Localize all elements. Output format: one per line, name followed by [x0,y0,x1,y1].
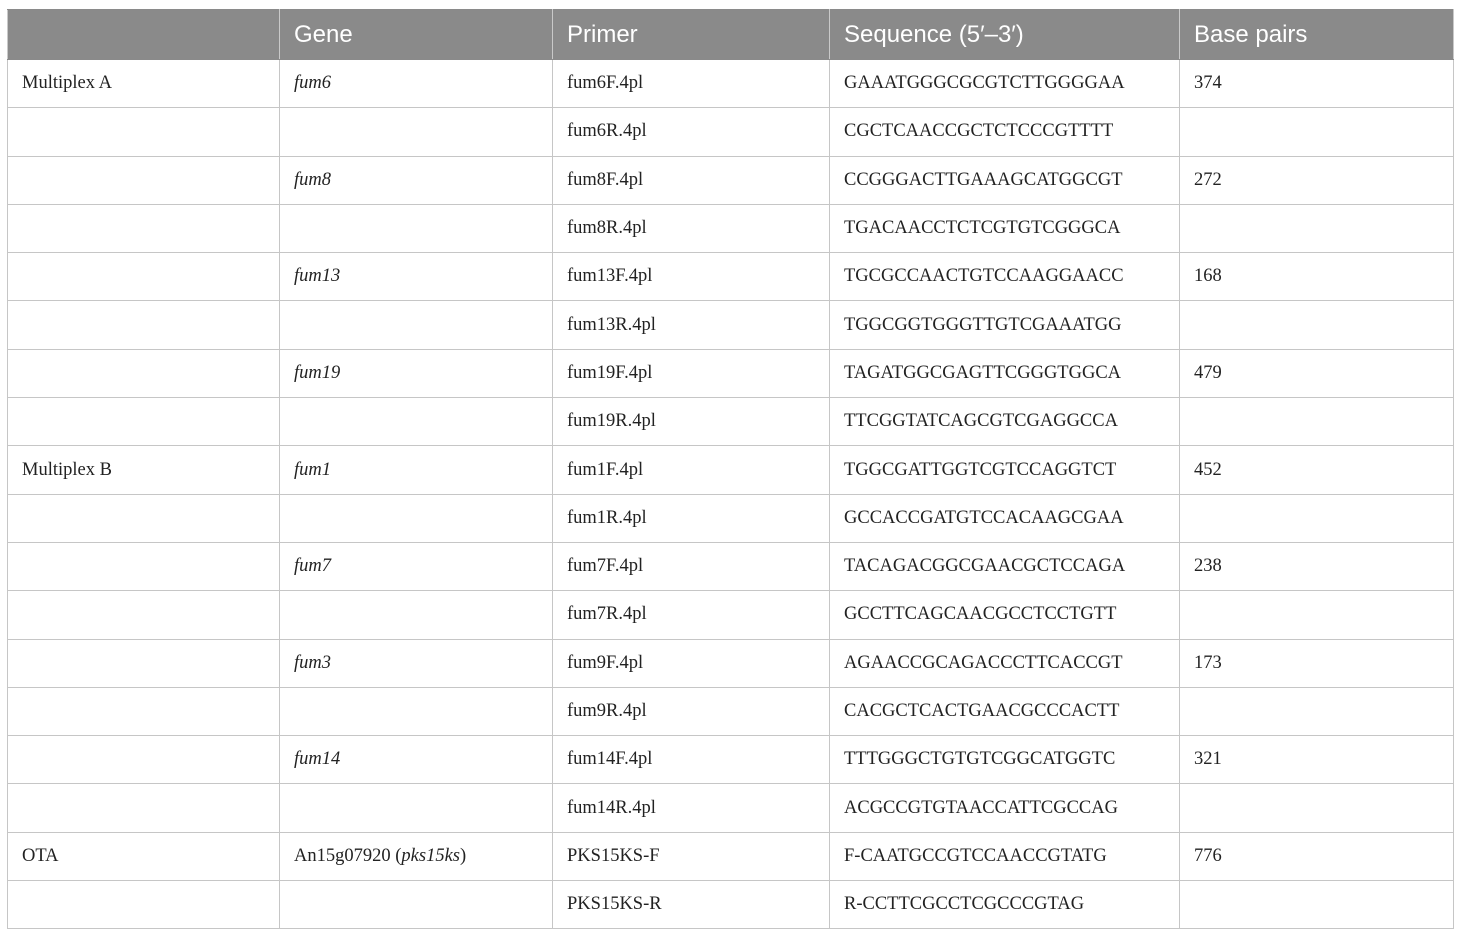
cell-group [8,591,280,639]
cell-primer: fum7R.4pl [553,591,830,639]
table-row [8,60,1454,108]
cell-gene: fum14 [280,736,553,784]
cell-group [8,253,280,301]
header-sequence: Sequence (5′–3′) [830,10,1180,60]
cell-base-pairs [1180,398,1454,446]
cell-sequence: TGCGCCAACTGTCCAAGGAACC [830,253,1180,301]
cell-sequence: F-CAATGCCGTCCAACCGTATG [830,832,1180,880]
table-row [8,446,1454,494]
cell-group [8,156,280,204]
cell-base-pairs: 479 [1180,349,1454,397]
cell-sequence: TACAGACGGCGAACGCTCCAGA [830,542,1180,590]
table-row [8,784,1454,832]
cell-primer: fum9F.4pl [553,639,830,687]
cell-sequence: TGACAACCTCTCGTGTCGGGCA [830,204,1180,252]
cell-sequence: GAAATGGGCGCGTCTTGGGGAA [830,60,1180,108]
cell-base-pairs [1180,784,1454,832]
cell-gene: fum13 [280,253,553,301]
cell-primer: fum9R.4pl [553,687,830,735]
cell-base-pairs [1180,494,1454,542]
header-group [8,10,280,60]
cell-base-pairs [1180,881,1454,929]
cell-primer: fum19R.4pl [553,398,830,446]
cell-base-pairs: 321 [1180,736,1454,784]
table-row [8,108,1454,156]
cell-sequence: TTCGGTATCAGCGTCGAGGCCA [830,398,1180,446]
cell-primer: PKS15KS-R [553,881,830,929]
cell-base-pairs: 168 [1180,253,1454,301]
cell-gene [280,398,553,446]
cell-sequence: R-CCTTCGCCTCGCCCGTAG [830,881,1180,929]
cell-gene [280,881,553,929]
cell-group [8,398,280,446]
cell-sequence: TTTGGGCTGTGTCGGCATGGTC [830,736,1180,784]
table-row [8,494,1454,542]
table-row [8,542,1454,590]
cell-group [8,108,280,156]
table-row [8,349,1454,397]
cell-group [8,301,280,349]
cell-sequence: AGAACCGCAGACCCTTCACCGT [830,639,1180,687]
cell-group [8,639,280,687]
gene-close-paren: ) [459,845,467,866]
cell-sequence: CCGGGACTTGAAAGCATGGCGT [830,156,1180,204]
cell-gene [280,494,553,542]
cell-gene: fum6 [280,60,553,108]
cell-sequence: ACGCCGTGTAACCATTCGCCAG [830,784,1180,832]
cell-group [8,204,280,252]
gene-name-italic: pks15ks [401,845,460,866]
table-row [8,639,1454,687]
cell-primer: fum6F.4pl [553,60,830,108]
table-row [8,253,1454,301]
cell-gene: fum19 [280,349,553,397]
cell-gene [280,784,553,832]
cell-group [8,349,280,397]
cell-group [8,784,280,832]
cell-sequence: GCCACCGATGTCCACAAGCGAA [830,494,1180,542]
table-body [8,60,1454,929]
table-row [8,204,1454,252]
cell-primer: fum7F.4pl [553,542,830,590]
table-row [8,736,1454,784]
cell-primer: fum14F.4pl [553,736,830,784]
header-primer: Primer [553,10,830,60]
cell-group [8,687,280,735]
cell-group [8,494,280,542]
cell-group [8,881,280,929]
cell-gene: fum7 [280,542,553,590]
cell-gene [280,108,553,156]
cell-group: Multiplex A [8,60,280,108]
cell-primer: fum13R.4pl [553,301,830,349]
table-row [8,156,1454,204]
cell-gene [280,591,553,639]
cell-sequence: TGGCGGTGGGTTGTCGAAATGG [830,301,1180,349]
cell-sequence: CACGCTCACTGAACGCCCACTT [830,687,1180,735]
table-row [8,398,1454,446]
cell-primer: fum8R.4pl [553,204,830,252]
cell-base-pairs [1180,108,1454,156]
cell-sequence: GCCTTCAGCAACGCCTCCTGTT [830,591,1180,639]
cell-base-pairs: 452 [1180,446,1454,494]
cell-base-pairs: 272 [1180,156,1454,204]
primer-table-container [7,9,1453,929]
cell-primer: fum6R.4pl [553,108,830,156]
gene-id-text: An15g07920 ( [294,845,402,866]
cell-base-pairs [1180,204,1454,252]
cell-base-pairs [1180,301,1454,349]
cell-base-pairs: 173 [1180,639,1454,687]
cell-gene: fum1 [280,446,553,494]
header-base-pairs: Base pairs [1180,10,1454,60]
table-header-row [8,10,1454,60]
header-gene: Gene [280,10,553,60]
cell-primer: fum1F.4pl [553,446,830,494]
cell-primer: fum13F.4pl [553,253,830,301]
cell-gene [280,301,553,349]
cell-primer: PKS15KS-F [553,832,830,880]
cell-group: OTA [8,832,280,880]
cell-group: Multiplex B [8,446,280,494]
cell-sequence: TGGCGATTGGTCGTCCAGGTCT [830,446,1180,494]
primer-table [7,9,1454,929]
cell-primer: fum19F.4pl [553,349,830,397]
table-row [8,832,1454,880]
cell-gene: fum8 [280,156,553,204]
cell-sequence: CGCTCAACCGCTCTCCCGTTTT [830,108,1180,156]
table-row [8,881,1454,929]
cell-base-pairs: 238 [1180,542,1454,590]
table-row [8,301,1454,349]
cell-group [8,736,280,784]
cell-primer: fum8F.4pl [553,156,830,204]
table-row [8,591,1454,639]
cell-primer: fum14R.4pl [553,784,830,832]
cell-gene: fum3 [280,639,553,687]
cell-base-pairs [1180,687,1454,735]
cell-sequence: TAGATGGCGAGTTCGGGTGGCA [830,349,1180,397]
cell-gene [280,687,553,735]
cell-gene [280,204,553,252]
table-row [8,687,1454,735]
cell-base-pairs: 374 [1180,60,1454,108]
cell-group [8,542,280,590]
cell-base-pairs: 776 [1180,832,1454,880]
cell-base-pairs [1180,591,1454,639]
cell-primer: fum1R.4pl [553,494,830,542]
cell-gene [280,832,553,880]
